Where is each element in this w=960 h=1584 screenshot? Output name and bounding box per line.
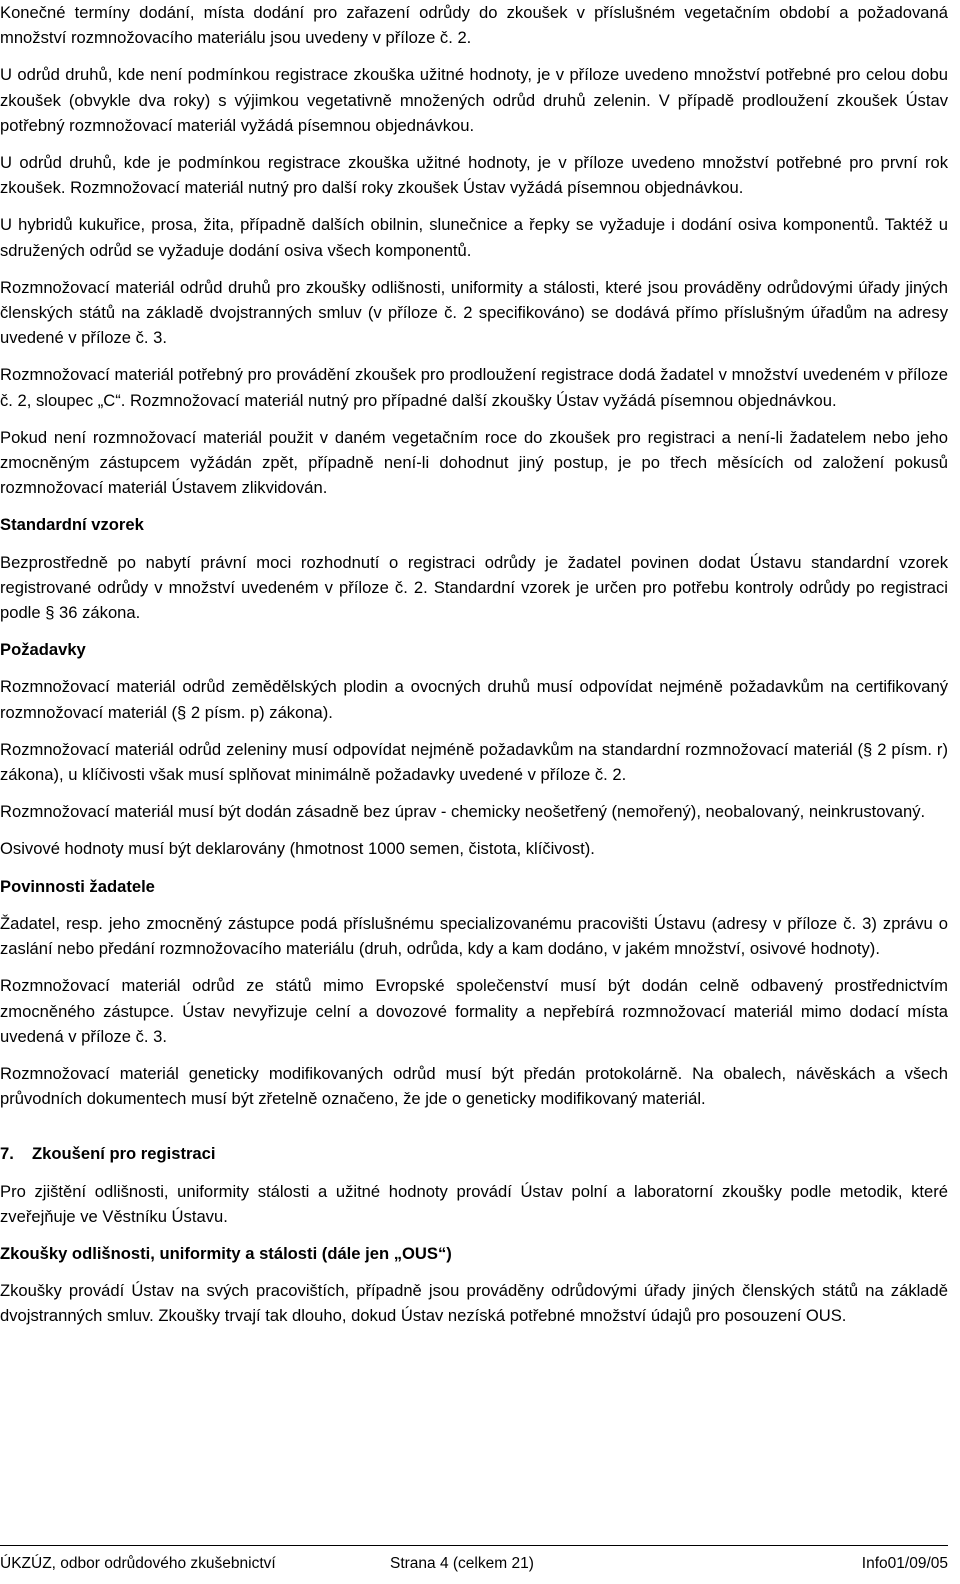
paragraph-hybrids: U hybridů kukuřice, prosa, žita, případně dalších obilnin, slunečnice a řepky se vyžaduje i dodání osiva komponentů. Taktéž u sdružených odrůd se vyžaduje dodání osiva všech komponentů. xyxy=(0,215,948,260)
section-number: 7. xyxy=(0,1144,14,1164)
paragraph-agricultural-requirements: Rozmnožovací materiál odrůd zemědělských plodin a ovocných druhů musí odpovídat nejméně požadavkům na certifikovaný rozmnožovací materiál (§ 2 písm. p) zákona). xyxy=(0,677,948,722)
paragraph-non-ec-states: Rozmnožovací materiál odrůd ze států mimo Evropské společenství musí být dodán celně odbavený prostřednictvím zmocněného zástupce. Ústav nevyřizuje celní a dovozové formality a nepřebírá rozmnožovací materiál mimo dodací místa uvedená v příloze č. 3. xyxy=(0,976,948,1046)
heading-applicant-duties: Povinnosti žadatele xyxy=(0,876,155,896)
paragraph-vegetable-requirements: Rozmnožovací materiál odrůd zeleniny musí odpovídat nejméně požadavkům na standardní rozmnožovací materiál (§ 2 písm. r) zákona), u klíčivosti však musí splňovat minimálně požadavky uvedené v příloze č. 2. xyxy=(0,739,948,785)
paragraph-delivery-terms: Konečné termíny dodání, místa dodání pro zařazení odrůdy do zkoušek v příslušném vegetačním období a požadovaná množství rozmnožovacího materiálu jsou uvedeny v příloze č. 2. xyxy=(0,3,948,48)
heading-dus-tests: Zkoušky odlišnosti, uniformity a stálosti (dále jen „OUS“) xyxy=(0,1243,452,1263)
paragraph-disposal: Pokud není rozmnožovací materiál použit v daném vegetačním roce do zkoušek pro registraci a není-li žadatelem nebo jeho zmocněným zástupcem vyžádán zpět, případně není-li dohodnut jiný postup, je po třech měsících od založení pokusů rozmnožovací materiál Ústavem zlikvidován. xyxy=(0,427,948,498)
section-heading xyxy=(0,1141,948,1166)
page-footer xyxy=(0,1545,948,1570)
heading-requirements: Požadavky xyxy=(0,640,86,660)
paragraph-untreated: Rozmnožovací materiál musí být dodán zásadně bez úprav - chemicky neošetřený (nemořený), neobalovaný, neinkrustovaný. xyxy=(0,802,926,822)
paragraph-quantity-without-vcu: U odrůd druhů, kde není podmínkou registrace zkouška užitné hodnoty, je v příloze uvedeno množství potřebné pro celou dobu zkoušek (obvykle dva roky) s výjimkou vegetativně množených odrůd druhů zelenin. V případě prodloužení zkoušek Ústav potřebný rozmnožovací materiál vyžádá písemnou objednávkou. xyxy=(0,65,948,135)
paragraph-applicant-report: Žadatel, resp. jeho zmocněný zástupce podá příslušnému specializovanému pracovišti Ústavu (adresy v příloze č. 3) zprávu o zaslání nebo předání rozmnožovacího materiálu (druh, odrůda, kdy a kam dodáno, v jakém množství, osivové hodnoty). xyxy=(0,913,948,959)
paragraph-seed-values: Osivové hodnoty musí být deklarovány (hmotnost 1000 semen, čistota, klíčivost). xyxy=(0,839,595,859)
footer-page-number: Strana 4 (celkem 21) xyxy=(390,1555,534,1572)
paragraph-quantity-with-vcu: U odrůd druhů, kde je podmínkou registrace zkouška užitné hodnoty, je v příloze uvedeno množství potřebné pro první rok zkoušek. Rozmnožovací materiál nutný pro další roky zkoušek Ústav vyžádá písemnou objednávkou. xyxy=(0,153,948,198)
footer-institution: ÚKZÚZ, odbor odrůdového zkušebnictví xyxy=(0,1555,276,1572)
paragraph-dus-other-states: Rozmnožovací materiál odrůd druhů pro zkoušky odlišnosti, uniformity a stálosti, které jsou prováděny odrůdovými úřady jiných členských států na základě dvojstranných smluv (v příloze č. 2 specifikováno) se dodává přímo příslušným úřadům na adresy uvedené v příloze č. 3. xyxy=(0,277,948,348)
footer-document-id: Info01/09/05 xyxy=(861,1555,948,1572)
paragraph-testing-intro: Pro zjištění odlišnosti, uniformity stálosti a užitné hodnoty provádí Ústav polní a laboratorní zkoušky podle metodik, které zveřejňuje ve Věstníku Ústavu. xyxy=(0,1181,948,1226)
paragraph-renewal-material: Rozmnožovací materiál potřebný pro provádění zkoušek pro prodloužení registrace dodá žadatel v množství uvedeném v příloze č. 2, sloupec „C“. Rozmnožovací materiál nutný pro případné další zkoušky Ústav vyžádá písemnou objednávkou. xyxy=(0,365,948,410)
section-title: Zkoušení pro registraci xyxy=(32,1144,216,1164)
paragraph-gmo: Rozmnožovací materiál geneticky modifikovaných odrůd musí být předán protokolárně. Na obalech, návěskách a všech průvodních dokumentech musí být zřetelně označeno, že jde o geneticky modifikovaný materiál. xyxy=(0,1063,948,1109)
heading-standard-sample: Standardní vzorek xyxy=(0,515,144,535)
paragraph-dus-tests: Zkoušky provádí Ústav na svých pracovištích, případně jsou prováděny odrůdovými úřady jiných členských států na základě dvojstranných smluv. Zkoušky trvají tak dlouho, dokud Ústav nezíská potřebné množství údajů pro posouzení OUS. xyxy=(0,1281,948,1326)
paragraph-standard-sample: Bezprostředně po nabytí právní moci rozhodnutí o registraci odrůdy je žadatel povinen dodat Ústavu standardní vzorek registrované odrůdy v množství uvedeném v příloze č. 2. Standardní vzorek je určen pro potřebu kontroly odrůdy po registraci podle § 36 zákona. xyxy=(0,552,948,623)
